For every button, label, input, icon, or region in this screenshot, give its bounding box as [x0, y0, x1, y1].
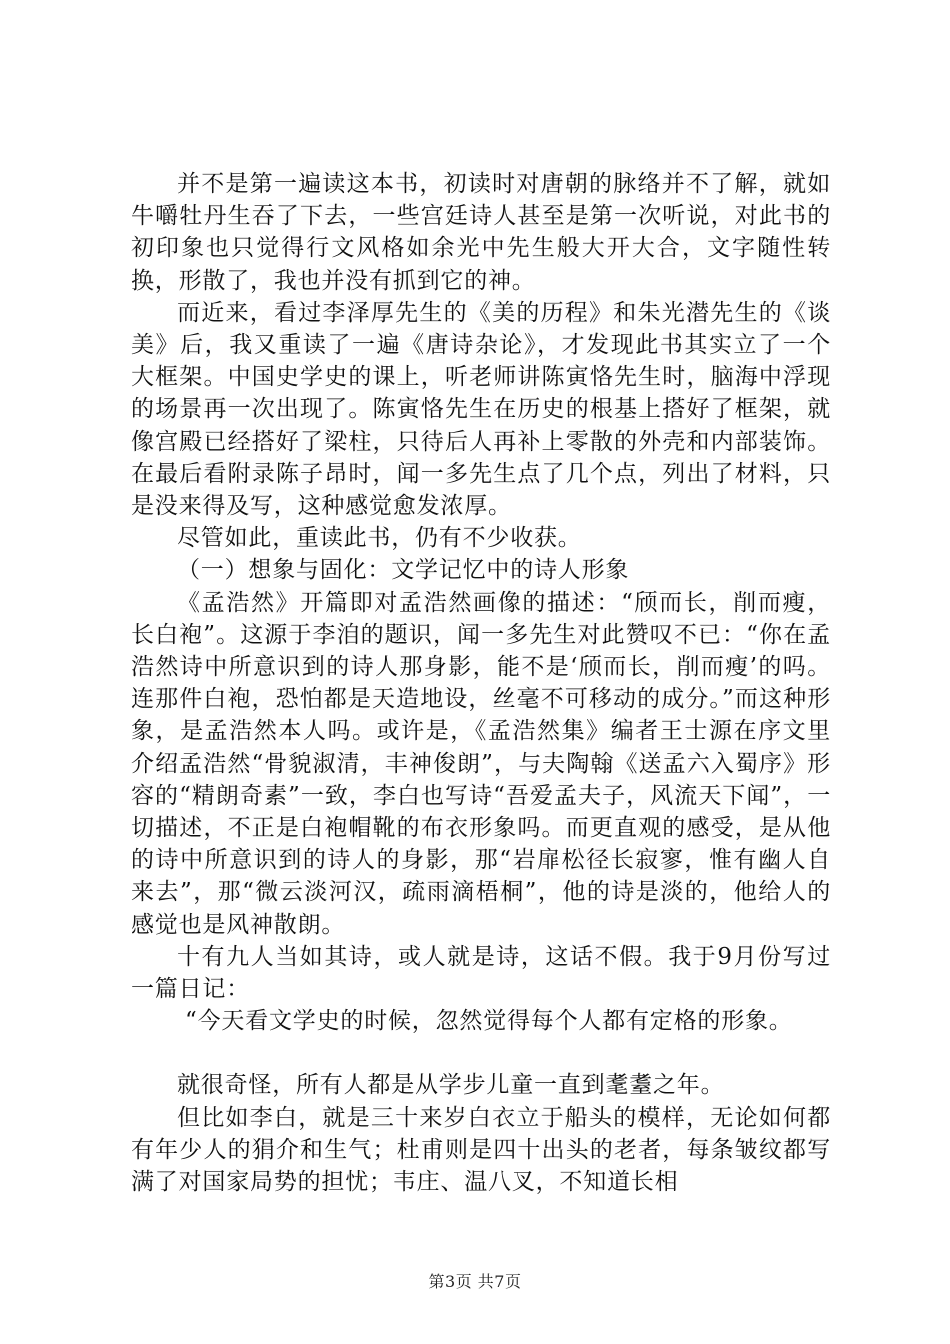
section-heading: （一）想象与固化：文学记忆中的诗人形象: [177, 557, 630, 584]
paragraph-li-bai: 但比如李白，就是三十来岁白衣立于船头的模样，无论如何都有年少人的狷介和生气；杜甫则是四十出头的老者，每条皱纹都写满了对国家局势的担忧；韦庄、温八叉，不知道长相: [131, 1104, 831, 1196]
paragraph-first-reading: 并不是第一遍读这本书，初读时对唐朝的脉络并不了解，就如牛嚼牡丹生吞了下去，一些宫廷诗人甚至是第一次听说，对此书的初印象也只觉得行文风格如余光中先生般大开大合，文字随性转换，形散了，我也并没有抓到它的神。: [131, 171, 831, 294]
paragraph-meng-haoran: 《孟浩然》开篇即对孟浩然画像的描述：“颀而长，削而瘦，长白袍”。这源于李洎的题识，闻一多先生对此赞叹不已：“你在孟浩然诗中所意识到的诗人那身影，能不是‘颀而长，削而瘦’的吗。连那件白袍，恐怕都是天造地设，丝毫不可移动的成分。”而这种形象，是孟浩然本人吗。或许是，《孟浩然集》编者王士源在序文里介绍孟浩然“骨貌淑清，丰神俊朗”，与夫陶翰《送孟六入蜀序》形容的“精朗奇素”一致，李白也写诗“吾爱孟夫子，风流天下闻”，一切描述，不正是白袍帽靴的布衣形象吗。而更直观的感受，是从他的诗中所意识到的诗人的身影，那“岩扉松径长寂寥，惟有幽人自来去”，那“微云淡河汉，疏雨滴梧桐”，他的诗是淡的，他给人的感觉也是风神散朗。: [131, 589, 831, 938]
page-number: 第3页 共7页: [428, 1272, 522, 1291]
paragraph-gains: 尽管如此，重读此书，仍有不少收获。: [177, 525, 582, 552]
paragraph-strange: 就很奇怪，所有人都是从学步儿童一直到耄耋之年。: [177, 1072, 725, 1099]
document-body: [131, 168, 831, 1198]
paragraph-rereading: 而近来，看过李泽厚先生的《美的历程》和朱光潜先生的《谈美》后，我又重读了一遍《唐诗杂论》，才发现此书其实立了一个大框架。中国史学史的课上，听老师讲陈寅恪先生时，脑海中浮现的场景再一次出现了。陈寅恪先生在历史的根基上搭好了框架，就像宫殿已经搭好了梁柱，只待后人再补上零散的外壳和内部装饰。在最后看附录陈子昂时，闻一多先生点了几个点，列出了材料，只是没来得及写，这种感觉愈发浓厚。: [131, 299, 831, 520]
paragraph-diary-quote: “今天看文学史的时候，忽然觉得每个人都有定格的形象。: [185, 1008, 793, 1035]
paragraph-poet-like-poem: 十有九人当如其诗，或人就是诗，这话不假。我于9月份写过一篇日记：: [131, 943, 831, 1003]
